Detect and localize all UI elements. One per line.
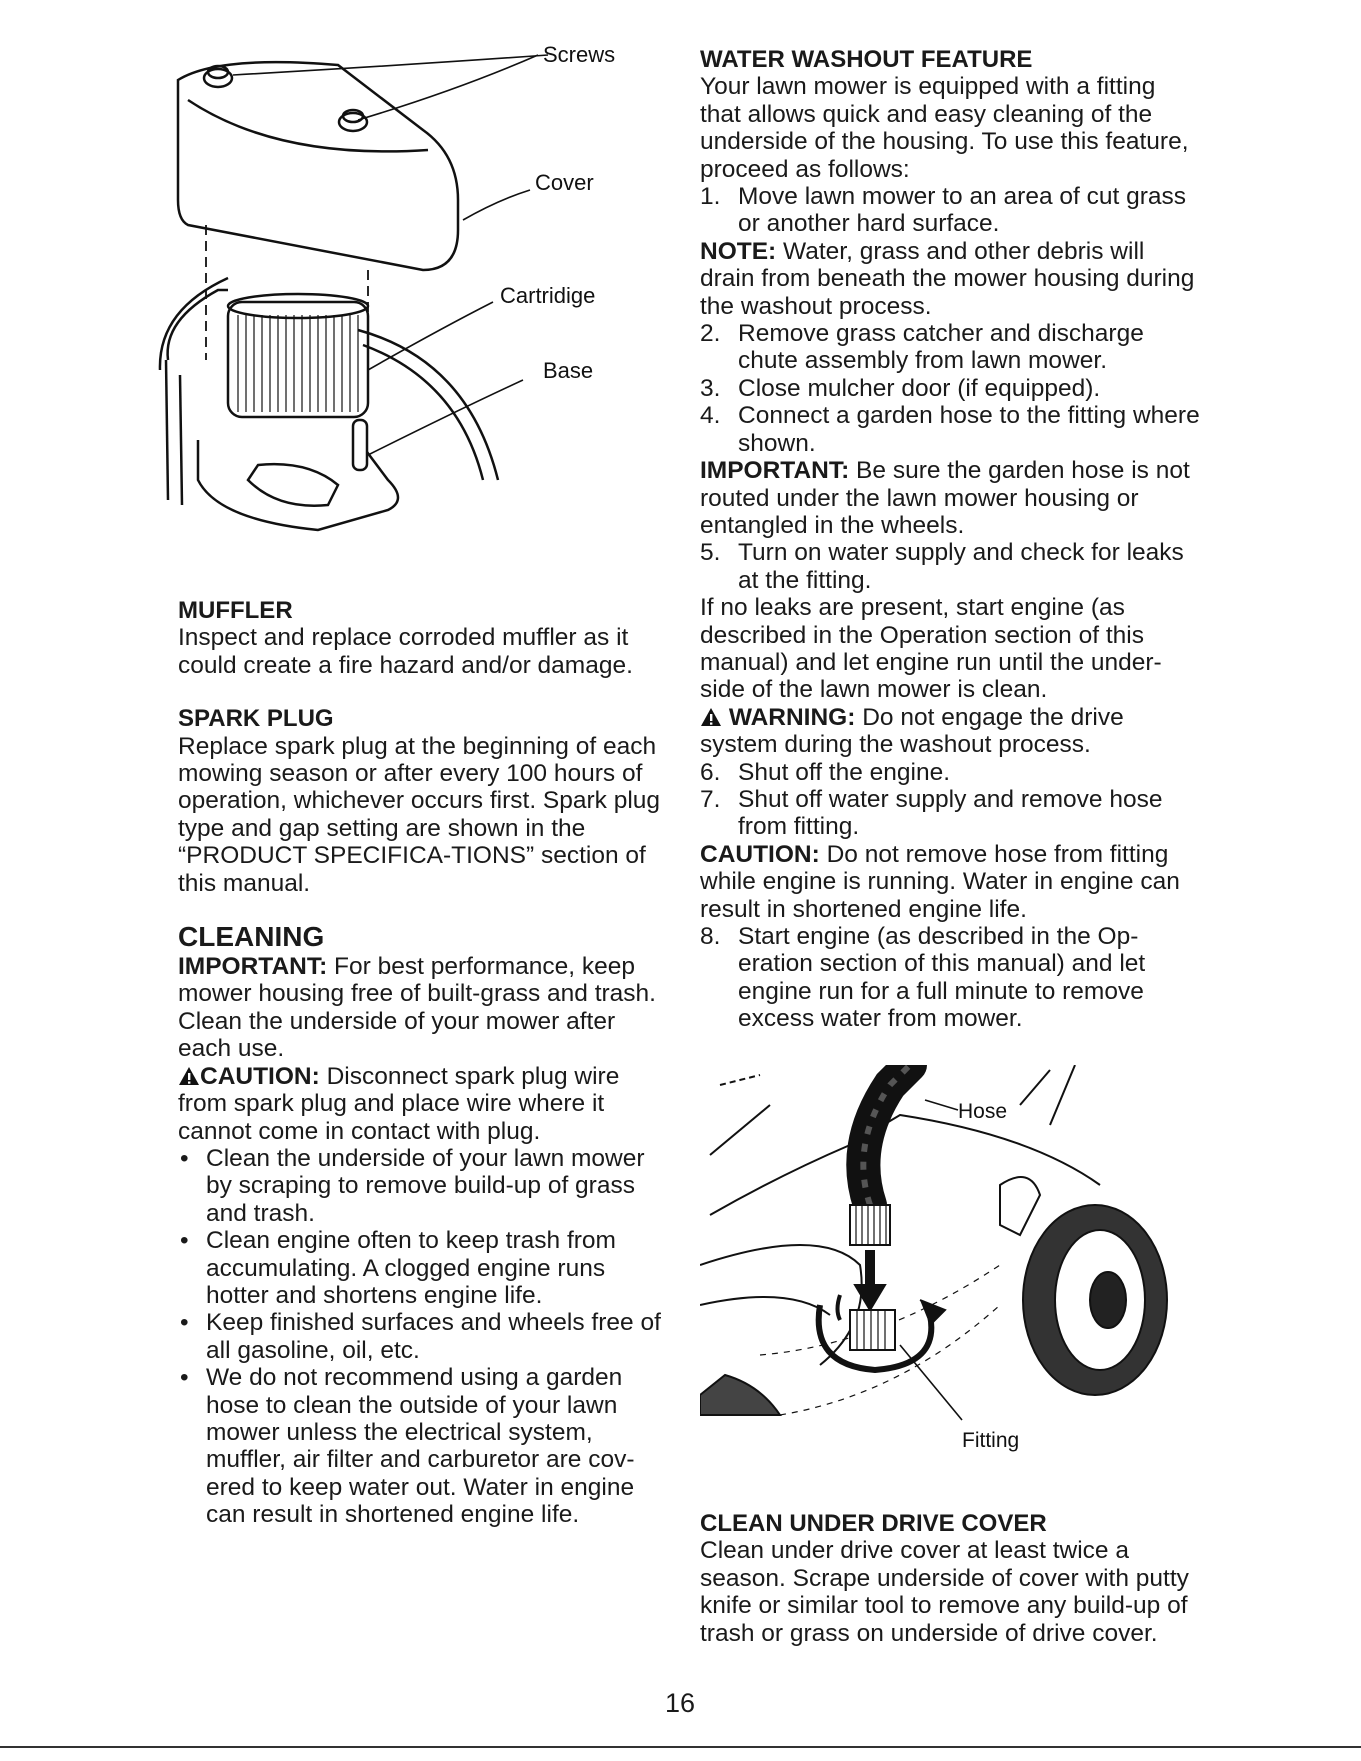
washout-intro: Your lawn mower is equipped with a fitting that allows quick and easy cleaning of the underside of the housing. To use this feature, proceed as follows: bbox=[700, 73, 1189, 183]
cleaning-heading: CLEANING bbox=[178, 921, 325, 953]
list-item: 6. Shut off the engine. bbox=[700, 758, 951, 786]
list-item: 5. Turn on water supply and check for leaks at the fitting. bbox=[700, 539, 1184, 594]
label-base: Base bbox=[543, 358, 594, 383]
label-fitting: Fitting bbox=[962, 1429, 1020, 1452]
washout-note: NOTE: Water, grass and other debris will drain from beneath the mower housing during the washout process. bbox=[700, 237, 1195, 320]
washout-caution: CAUTION: Do not remove hose from fitting while engine is running. Water in engine can result in shortened engine life. bbox=[700, 840, 1180, 923]
hose-fitting-diagram bbox=[700, 1065, 1200, 1465]
washout-no-leaks: If no leaks are present, start engine (as described in the Operation section of this manual) and let engine run until the under-side of the lawn mower is clean. bbox=[700, 594, 1162, 704]
caution-label: CAUTION: bbox=[200, 1062, 320, 1090]
list-item: 2. Remove grass catcher and discharge chute assembly from lawn mower. bbox=[700, 320, 1144, 375]
warning-triangle-icon bbox=[178, 1066, 200, 1086]
list-item: • We do not recommend using a garden hose to clean the outside of your lawn mower unless the electrical system, muffler, air filter and carburetor are cov-ered to keep water out. Water in engine can result in shortened engine life. bbox=[180, 1364, 635, 1529]
warning-triangle-icon bbox=[700, 707, 722, 727]
list-item: 1. Move lawn mower to an area of cut grass or another hard surface. bbox=[700, 183, 1187, 238]
label-screws: Screws bbox=[543, 42, 616, 67]
drive-cover-body: Clean under drive cover at least twice a season. Scrape underside of cover with putty knife or similar tool to remove any build-up of trash or grass on underside of drive cover. bbox=[700, 1537, 1189, 1647]
important-label: IMPORTANT: bbox=[178, 953, 328, 981]
list-item: • Clean the underside of your lawn mower by scraping to remove build-up of grass and trash. bbox=[180, 1144, 645, 1227]
bottom-rule bbox=[0, 1746, 1361, 1748]
page-number: 16 bbox=[664, 1688, 696, 1718]
list-item: 3. Close mulcher door (if equipped). bbox=[700, 374, 1101, 402]
label-cover: Cover bbox=[535, 170, 594, 195]
list-item: 8. Start engine (as described in the Op-eration section of this manual) and let engine run for a full minute to remove excess water from mower. bbox=[700, 923, 1146, 1033]
cleaning-caution: CAUTION: Disconnect spark plug wire from spark plug and place wire where it cannot come in contact with plug. bbox=[178, 1062, 620, 1145]
label-hose: Hose bbox=[958, 1100, 1008, 1123]
washout-heading: WATER WASHOUT FEATURE bbox=[700, 46, 1033, 73]
muffler-heading: MUFFLER bbox=[178, 597, 293, 624]
cleaning-important: IMPORTANT: For best performance, keep mower housing free of built-grass and trash. Clean the underside of your mower after each use. bbox=[178, 953, 656, 1063]
washout-important: IMPORTANT: Be sure the garden hose is not routed under the lawn mower housing or entangled in the wheels. bbox=[700, 457, 1190, 539]
list-item: • Keep finished surfaces and wheels free of all gasoline, oil, etc. bbox=[180, 1309, 661, 1364]
list-item: 7. Shut off water supply and remove hose from fitting. bbox=[700, 785, 1163, 841]
label-cartridge: Cartridige bbox=[500, 283, 596, 308]
list-item: • Clean engine often to keep trash from accumulating. A clogged engine runs hotter and shortens engine life. bbox=[180, 1227, 616, 1309]
spark-plug-body: Replace spark plug at the beginning of each mowing season or after every 100 hours of operation, whichever occurs first. Spark plug type and gap setting are shown in the “PRODUCT SPECIFICA-TIONS” section of this manual. bbox=[178, 732, 661, 897]
muffler-body: Inspect and replace corroded muffler as it could create a fire hazard and/or damage. bbox=[178, 624, 633, 679]
spark-plug-heading: SPARK PLUG bbox=[178, 705, 334, 733]
air-filter-diagram bbox=[158, 40, 658, 580]
drive-cover-heading: CLEAN UNDER DRIVE COVER bbox=[700, 1510, 1047, 1537]
washout-warning: WARNING: Do not engage the drive system during the washout process. bbox=[700, 703, 1124, 759]
list-item: 4. Connect a garden hose to the fitting where shown. bbox=[700, 402, 1200, 457]
